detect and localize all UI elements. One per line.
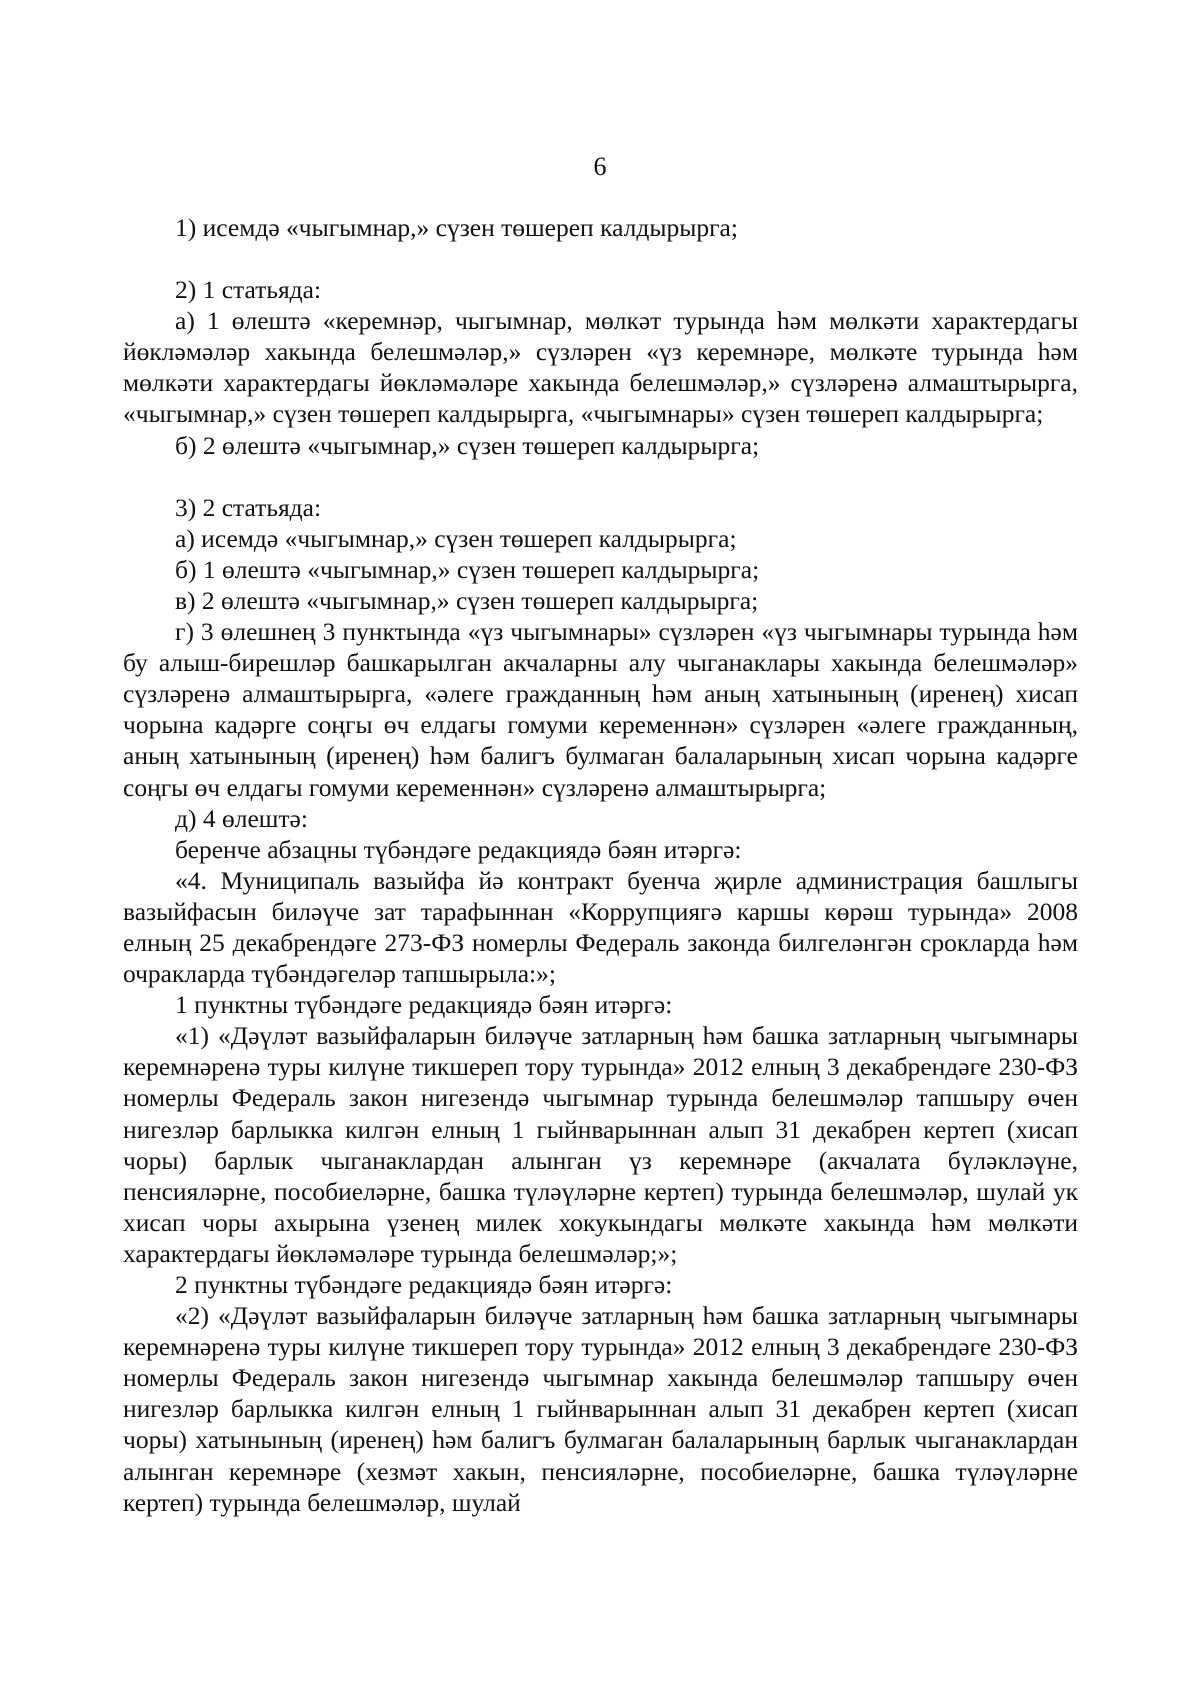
paragraph-quoted-part-4: «4. Муниципаль вазыйфа йә контракт буенча җирле администрация башлыгы вазыйфасын биләүче зат тарафыннан «Коррупциягә каршы көрәш турында» 2008 елның 25 декабрендәге 273-ФЗ номерлы Федераль законда билгеләнгән срокларда һәм очракларда түбәндәгеләр тапшырыла:»; <box>123 865 1078 989</box>
paragraph-item-2a: а) 1 өлештә «керемнәр, чыгымнар, мөлкәт турында һәм мөлкәти характердагы йөкләмәләр хакында белешмәләр,» сүзләрен «үз керемнәре, мөлкәте турында һәм мөлкәти характердагы йөкләмәләре хакында белешмәләр,» сүзләренә алмаштырырга, «чыгымнар,» сүзен төшереп калдырырга, «чыгымнары» сүзен төшереп калдырырга; <box>123 306 1078 429</box>
paragraph-point-1-instruction: 1 пунктны түбәндәге редакциядә бәян итәргә: <box>175 990 673 1020</box>
paragraph-item-3-heading: 3) 2 статьяда: <box>175 492 322 522</box>
paragraph-item-3g: г) 3 өлешнең 3 пунктында «үз чыгымнары» сүзләрен «үз чыгымнары турында һәм бу алыш-бирешләр башкарылган акчаларны алу чыганаклары хакында белешмәләр» сүзләренә алмаштырырга, «әлеге гражданның һәм аның хатынының (иренең) хисап чорына кадәрге соңгы өч елдагы гомуми кеременнән» сүзләрен «әлеге гражданның, аның хатынының (иренең) һәм балигъ булмаган балаларының хисап чорына кадәрге соңгы өч елдагы гомуми кеременнән» сүзләренә алмаштырырга; <box>123 617 1078 802</box>
paragraph-item-3v: в) 2 өлештә «чыгымнар,» сүзен төшереп калдырырга; <box>175 585 759 615</box>
page-number: 6 <box>593 152 607 181</box>
paragraph-item-1: 1) исемдә «чыгымнар,» сүзен төшереп калдырырга; <box>175 213 738 242</box>
paragraph-item-3d: д) 4 өлештә: <box>175 803 308 833</box>
paragraph-item-2b: б) 2 өлештә «чыгымнар,» сүзен төшереп калдырырга; <box>175 430 760 460</box>
paragraph-point-2-instruction: 2 пунктны түбәндәге редакциядә бәян итәргә: <box>175 1270 673 1299</box>
paragraph-gap <box>123 243 1078 274</box>
document-body <box>123 212 1078 1518</box>
paragraph-item-3b: б) 1 өлештә «чыгымнар,» сүзен төшереп калдырырга; <box>175 554 760 584</box>
paragraph-item-2-heading: 2) 1 статьяда: <box>175 275 322 305</box>
paragraph-item-3a: а) исемдә «чыгымнар,» сүзен төшереп калдырырга; <box>175 523 737 553</box>
paragraph-gap <box>123 461 1078 492</box>
paragraph-quoted-point-2: «2) «Дәүләт вазыйфаларын биләүче затларның һәм башка затларның чыгымнары керемнәренә туры килүне тикшереп тору турында» 2012 елның 3 декабрендәге 230-ФЗ номерлы Федераль закон нигезендә чыгымнар хакында белешмәләр тапшыру өчен нигезләр барлыкка килгән елның 1 гыйнварыннан алып 31 декабрен кертеп (хисап чоры) хатынының (иренең) һәм балигъ булмаган балаларының барлык чыганаклардан алынган керемнәре (хезмәт хакын, пенсияләрне, пособиеләрне, башка түләүләрне кертеп) турында белешмәләр, шулай <box>123 1301 1078 1517</box>
paragraph-quoted-point-1: «1) «Дәүләт вазыйфаларын биләүче затларның һәм башка затларның чыгымнары керемнәренә туры килүне тикшереп тору турында» 2012 елның 3 декабрендәге 230-ФЗ номерлы Федераль закон нигезендә чыгымнар турында белешмәләр тапшыру өчен нигезләр барлыкка килгән елның 1 гыйнварыннан алып 31 декабрен кертеп (хисап чоры) барлык чыганаклардан алынган үз керемнәре (акчалата бүләкләүне, пенсияләрне, пособиеләрне, башка түләүләрне кертеп) турында белешмәләр, шулай ук хисап чоры ахырына үзенең милек хокукындагы мөлкәте хакында һәм мөлкәти характердагы йөкләмәләре турында белешмәләр;»; <box>123 1021 1078 1268</box>
paragraph-first-abzac-instruction: беренче абзацны түбәндәге редакциядә бәян итәргә: <box>175 834 742 864</box>
